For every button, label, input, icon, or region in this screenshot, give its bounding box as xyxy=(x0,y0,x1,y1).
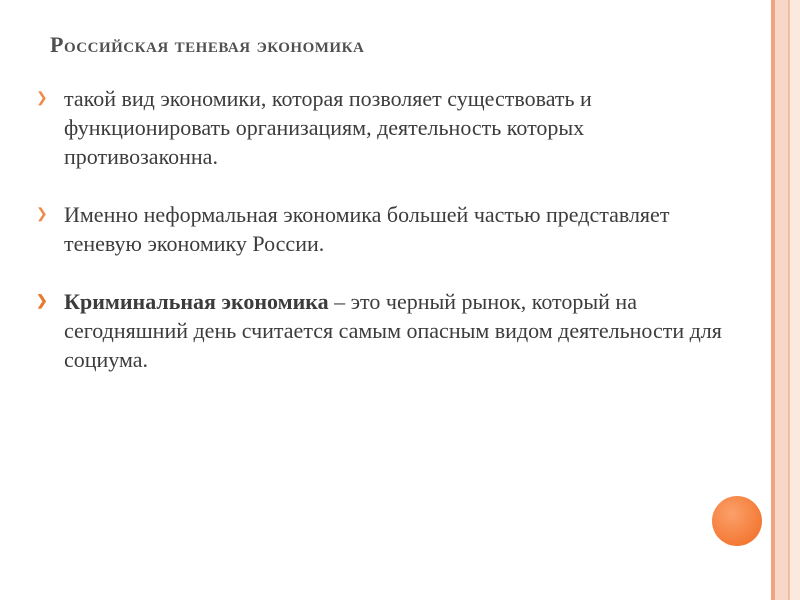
bullet-text: – это черный рынок, который на сегодняшний день считается самым опасным видом деятельности для социума. xyxy=(64,289,722,372)
hollow-chevron-bullet-icon: ❯ xyxy=(36,207,48,222)
bullet-text: такой вид экономики, которая позволяет существовать и функционировать организациям, деятельность которых противозаконна. xyxy=(64,86,592,169)
bold-chevron-bullet-icon: ❯ xyxy=(36,294,48,309)
slide-title: Российская теневая экономика xyxy=(50,32,365,57)
bullet-list xyxy=(36,84,736,374)
bullet-text: Именно неформальная экономика большей частью представляет теневую экономику России. xyxy=(64,202,670,256)
bullet-text-container xyxy=(64,287,736,374)
decorative-stripe xyxy=(790,0,800,600)
bullet-item xyxy=(36,287,736,374)
decorative-stripe xyxy=(775,0,788,600)
bullet-item xyxy=(36,84,736,171)
decorative-circle xyxy=(712,496,762,546)
bullet-lead-term: Криминальная экономика xyxy=(64,289,329,314)
hollow-chevron-bullet-icon: ❯ xyxy=(36,91,48,106)
bullet-item xyxy=(36,200,736,258)
